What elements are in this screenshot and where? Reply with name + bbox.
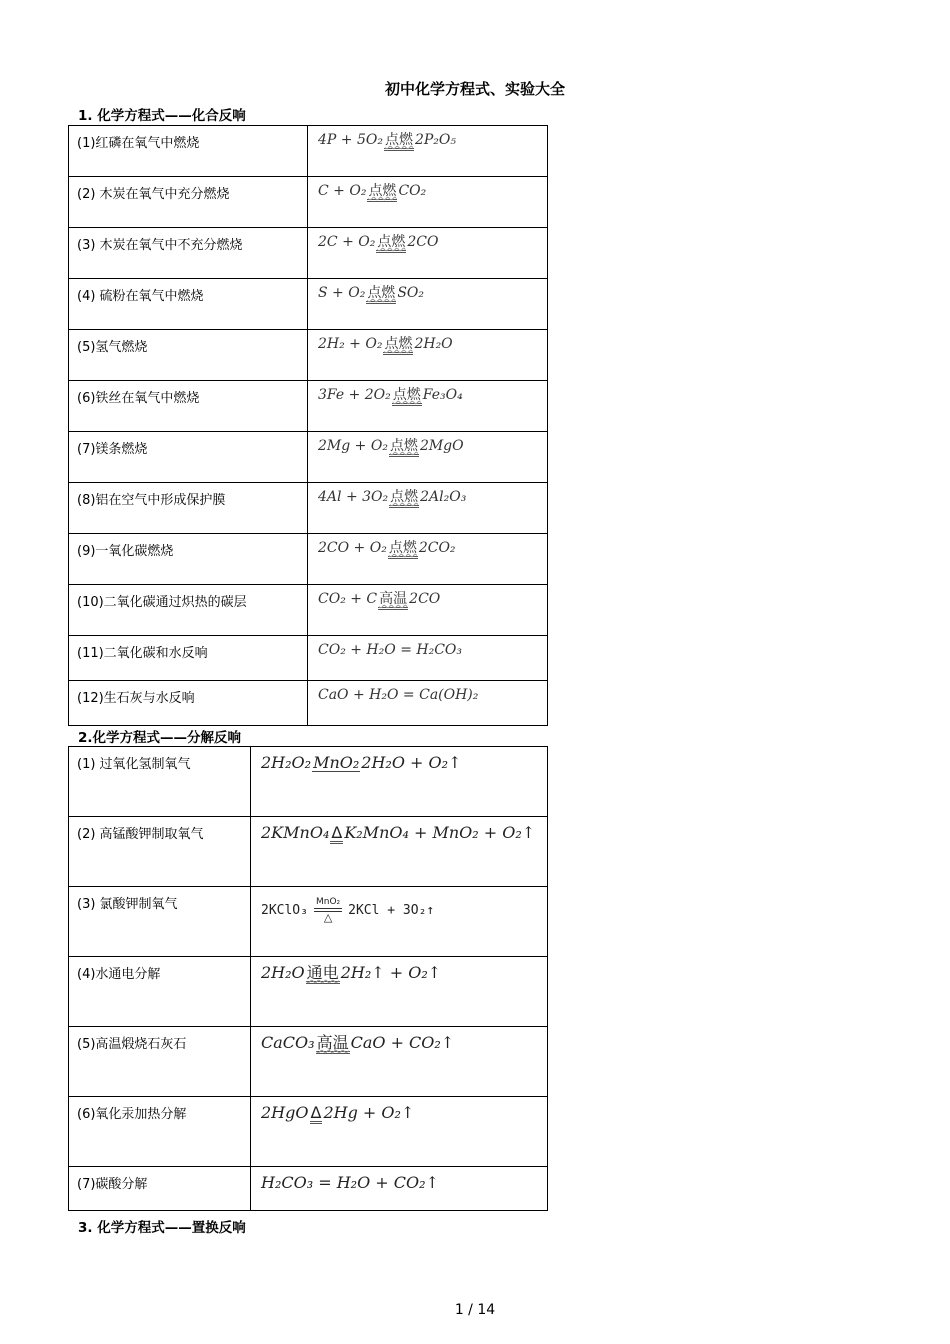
equation-reactants: 2Mg + O₂ [318, 438, 388, 454]
equation-products: SO₂ [397, 285, 424, 301]
reaction-condition: Δ [310, 1103, 322, 1122]
equation-products: 2CO [409, 591, 441, 607]
decomposition-reactions-table [68, 746, 548, 1211]
reaction-row [69, 681, 548, 726]
reaction-condition: Δ [331, 823, 343, 842]
reaction-equation [308, 483, 548, 534]
equation-products: K₂MnO₄ + MnO₂ + O₂↑ [344, 823, 536, 842]
equation-products: 2H₂O [414, 336, 453, 352]
reaction-condition: 点燃 [392, 387, 422, 406]
reaction-name: (2) 木炭在氧气中充分燃烧 [69, 177, 308, 228]
section-heading-combination: 1. 化学方程式——化合反响 [78, 108, 246, 124]
equation-products: 2Hg + O₂↑ [323, 1103, 415, 1122]
reaction-condition: MnO₂ [313, 753, 360, 772]
equation-reactants: CO₂ + H₂O [318, 642, 396, 658]
equation-reactants: H₂CO₃ [261, 1173, 314, 1192]
reaction-row [69, 957, 548, 1027]
reaction-condition: 点燃 [389, 438, 419, 457]
reaction-name: (10)二氧化碳通过炽热的碳层 [69, 585, 308, 636]
equation-products: 2CO₂ [418, 540, 456, 556]
reaction-condition: 点燃 [383, 336, 413, 355]
reaction-name: (3) 木炭在氧气中不充分燃烧 [69, 228, 308, 279]
section-heading-decomposition: 2.化学方程式——分解反响 [78, 730, 242, 746]
equation-products: = H₂O + CO₂↑ [318, 1173, 439, 1192]
reaction-condition: 点燃 [384, 132, 414, 151]
reaction-row [69, 1027, 548, 1097]
reaction-row [69, 534, 548, 585]
combination-reactions-table [68, 125, 548, 726]
reaction-name: (7)镁条燃烧 [69, 432, 308, 483]
reaction-row [69, 330, 548, 381]
equation-products: CaO + CO₂↑ [350, 1033, 455, 1052]
equation-reactants: 4Al + 3O₂ [318, 489, 389, 505]
reaction-row [69, 483, 548, 534]
reaction-condition: 点燃 [389, 489, 419, 508]
condition-heat: △ [323, 911, 333, 924]
reaction-name: (7)碳酸分解 [69, 1167, 251, 1211]
reaction-equation [251, 957, 548, 1027]
reaction-name: (5)高温煅烧石灰石 [69, 1027, 251, 1097]
reaction-row [69, 279, 548, 330]
reaction-row [69, 1097, 548, 1167]
equation-products: 2Al₂O₃ [420, 489, 467, 505]
reaction-row [69, 126, 548, 177]
reaction-name: (3) 氯酸钾制氧气 [69, 887, 251, 957]
document-title: 初中化学方程式、实验大全 [384, 80, 565, 98]
equation-reactants: 2KMnO₄ [261, 823, 330, 842]
equation-reactants: CaO + H₂O [318, 687, 399, 703]
reaction-equation [251, 747, 548, 817]
equation-products: 2CO [407, 234, 439, 250]
reaction-equation [308, 177, 548, 228]
equation-products: 2H₂↑ + O₂↑ [340, 963, 442, 982]
reaction-name: (6)氧化汞加热分解 [69, 1097, 251, 1167]
reaction-equation [251, 1097, 548, 1167]
equation-reactants: 2HgO [261, 1103, 309, 1122]
equation-reactants: 2H₂ + O₂ [318, 336, 383, 352]
reaction-equation [251, 817, 548, 887]
reaction-row [69, 747, 548, 817]
reaction-equation [251, 1167, 548, 1211]
equation-products: 2H₂O + O₂↑ [361, 753, 462, 772]
section-heading-displacement: 3. 化学方程式——置换反响 [78, 1220, 246, 1236]
equation-reactants: 2KClO₃ [261, 903, 308, 918]
equation-products: = Ca(OH)₂ [402, 687, 479, 703]
reaction-condition: 通电 [306, 963, 339, 982]
equation-products: 2P₂O₅ [414, 132, 456, 148]
reaction-name: (1)红磷在氧气中燃烧 [69, 126, 308, 177]
equation-products: 2KCl + 3O₂↑ [348, 903, 435, 918]
reaction-name: (2) 高锰酸钾制取氧气 [69, 817, 251, 887]
reaction-row [69, 432, 548, 483]
reaction-name: (5)氢气燃烧 [69, 330, 308, 381]
reaction-row [69, 381, 548, 432]
equation-reactants: 4P + 5O₂ [318, 132, 383, 148]
equation-reactants: C + O₂ [318, 183, 367, 199]
reaction-row [69, 585, 548, 636]
reaction-name: (4)水通电分解 [69, 957, 251, 1027]
reaction-equation [308, 681, 548, 726]
reaction-name: (11)二氧化碳和水反响 [69, 636, 308, 681]
reaction-equation [308, 279, 548, 330]
equation-reactants: 2H₂O₂ [261, 753, 312, 772]
reaction-equation [308, 585, 548, 636]
reaction-equation [308, 330, 548, 381]
reaction-name: (6)铁丝在氧气中燃烧 [69, 381, 308, 432]
reaction-condition: 点燃 [367, 183, 397, 202]
equation-reactants: 2CO + O₂ [318, 540, 387, 556]
reaction-row [69, 636, 548, 681]
reaction-name: (4) 硫粉在氧气中燃烧 [69, 279, 308, 330]
reaction-equation [308, 381, 548, 432]
reaction-equation [308, 126, 548, 177]
reaction-condition: 高温 [316, 1033, 349, 1052]
reaction-row [69, 887, 548, 957]
equation-reactants: CO₂ + C [318, 591, 378, 607]
equation-reactants: CaCO₃ [261, 1033, 315, 1052]
reaction-condition: 高温 [378, 591, 408, 610]
reaction-condition: 点燃 [366, 285, 396, 304]
reaction-equation [251, 1027, 548, 1097]
reaction-name: (1) 过氧化氢制氧气 [69, 747, 251, 817]
reaction-name: (9)一氧化碳燃烧 [69, 534, 308, 585]
equation-products: 2MgO [419, 438, 464, 454]
reaction-equation [308, 228, 548, 279]
condition-catalyst: MnO₂ [314, 897, 342, 912]
reaction-name: (12)生石灰与水反响 [69, 681, 308, 726]
reaction-condition [314, 897, 342, 924]
reaction-row [69, 1167, 548, 1211]
reaction-row [69, 228, 548, 279]
reaction-equation [251, 887, 548, 957]
equation-products: = H₂CO₃ [400, 642, 462, 658]
equation-products: Fe₃O₄ [422, 387, 463, 403]
reaction-name: (8)铝在空气中形成保护膜 [69, 483, 308, 534]
equation-products: CO₂ [398, 183, 427, 199]
reaction-row [69, 177, 548, 228]
equation-reactants: 3Fe + 2O₂ [318, 387, 391, 403]
reaction-condition: 点燃 [388, 540, 418, 559]
equation-reactants: S + O₂ [318, 285, 366, 301]
page-number: 1 / 14 [454, 1302, 496, 1318]
reaction-condition: 点燃 [376, 234, 406, 253]
equation-reactants: 2C + O₂ [318, 234, 376, 250]
reaction-equation [308, 432, 548, 483]
reaction-row [69, 817, 548, 887]
reaction-equation [308, 534, 548, 585]
reaction-equation [308, 636, 548, 681]
equation-reactants: 2H₂O [261, 963, 305, 982]
